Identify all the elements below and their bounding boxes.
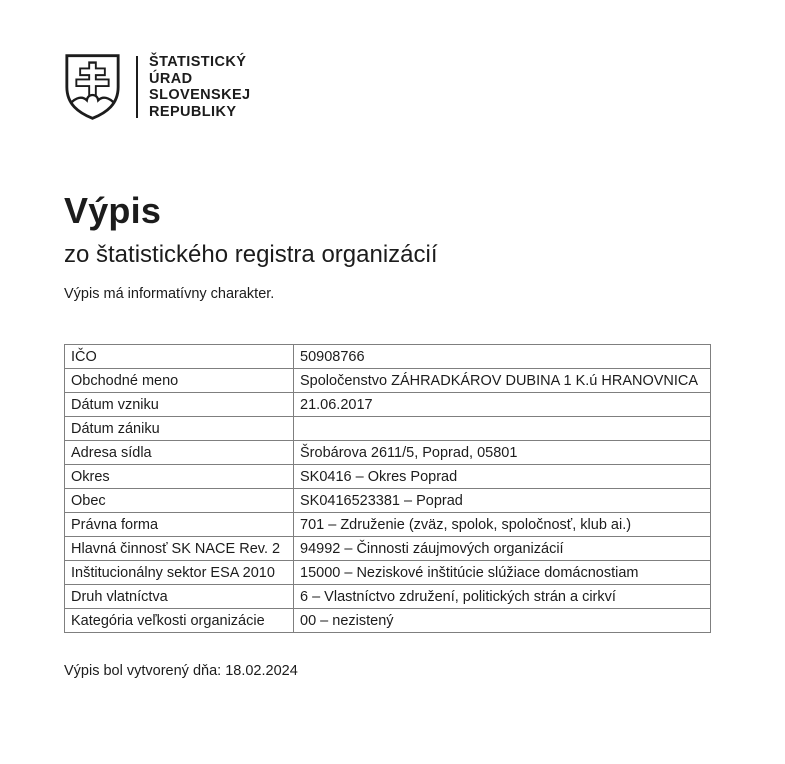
table-row <box>65 489 711 513</box>
row-label: Právna forma <box>65 513 294 537</box>
row-label: Druh vlatníctva <box>65 585 294 609</box>
table-row <box>65 465 711 489</box>
statistical-office-logo <box>64 52 251 122</box>
row-label: Kategória veľkosti organizácie <box>65 609 294 633</box>
row-label: IČO <box>65 345 294 369</box>
table-row <box>65 585 711 609</box>
slovak-coat-of-arms-icon <box>64 52 121 122</box>
table-row <box>65 417 711 441</box>
logo-org-name-line: ŠTATISTICKÝ <box>149 54 247 70</box>
table-row <box>65 441 711 465</box>
row-value: 94992 – Činnosti záujmových organizácií <box>294 537 711 561</box>
row-value: Šrobárova 2611/5, Poprad, 05801 <box>294 441 711 465</box>
page-title: Výpis <box>64 190 162 231</box>
row-label: Obchodné meno <box>65 369 294 393</box>
page-subtitle: zo štatistického registra organizácií <box>64 241 438 268</box>
logo-org-name-line: SLOVENSKEJ <box>149 87 251 103</box>
row-value: 6 – Vlastníctvo združení, politických strán a cirkví <box>294 585 711 609</box>
logo-org-name <box>149 54 251 120</box>
row-value: Spoločenstvo ZÁHRADKÁROV DUBINA 1 K.ú HRANOVNICA <box>294 369 711 393</box>
info-note: Výpis má informatívny charakter. <box>64 286 275 302</box>
logo-org-name-line: ÚRAD <box>149 70 193 87</box>
row-value: 701 – Združenie (zväz, spolok, spoločnosť, klub ai.) <box>294 513 711 537</box>
row-value: SK0416 – Okres Poprad <box>294 465 711 489</box>
row-value: 00 – nezistený <box>294 609 711 633</box>
logo-divider <box>136 56 138 118</box>
table-row <box>65 345 711 369</box>
row-label: Adresa sídla <box>65 441 294 465</box>
table-row <box>65 561 711 585</box>
row-value <box>294 417 711 441</box>
row-label: Inštitucionálny sektor ESA 2010 <box>65 561 294 585</box>
row-value: 50908766 <box>294 345 711 369</box>
logo-org-name-line: REPUBLIKY <box>149 103 237 120</box>
row-value: SK0416523381 – Poprad <box>294 489 711 513</box>
row-label: Dátum vzniku <box>65 393 294 417</box>
row-label: Obec <box>65 489 294 513</box>
row-label: Okres <box>65 465 294 489</box>
row-value: 15000 – Neziskové inštitúcie slúžiace domácnostiam <box>294 561 711 585</box>
row-label: Hlavná činnosť SK NACE Rev. 2 <box>65 537 294 561</box>
row-value: 21.06.2017 <box>294 393 711 417</box>
register-table <box>64 344 711 633</box>
table-row <box>65 369 711 393</box>
creation-date-note: Výpis bol vytvorený dňa: 18.02.2024 <box>64 663 298 679</box>
register-table-body <box>65 345 711 633</box>
table-row <box>65 393 711 417</box>
table-row <box>65 609 711 633</box>
row-label: Dátum zániku <box>65 417 294 441</box>
table-row <box>65 537 711 561</box>
table-row <box>65 513 711 537</box>
